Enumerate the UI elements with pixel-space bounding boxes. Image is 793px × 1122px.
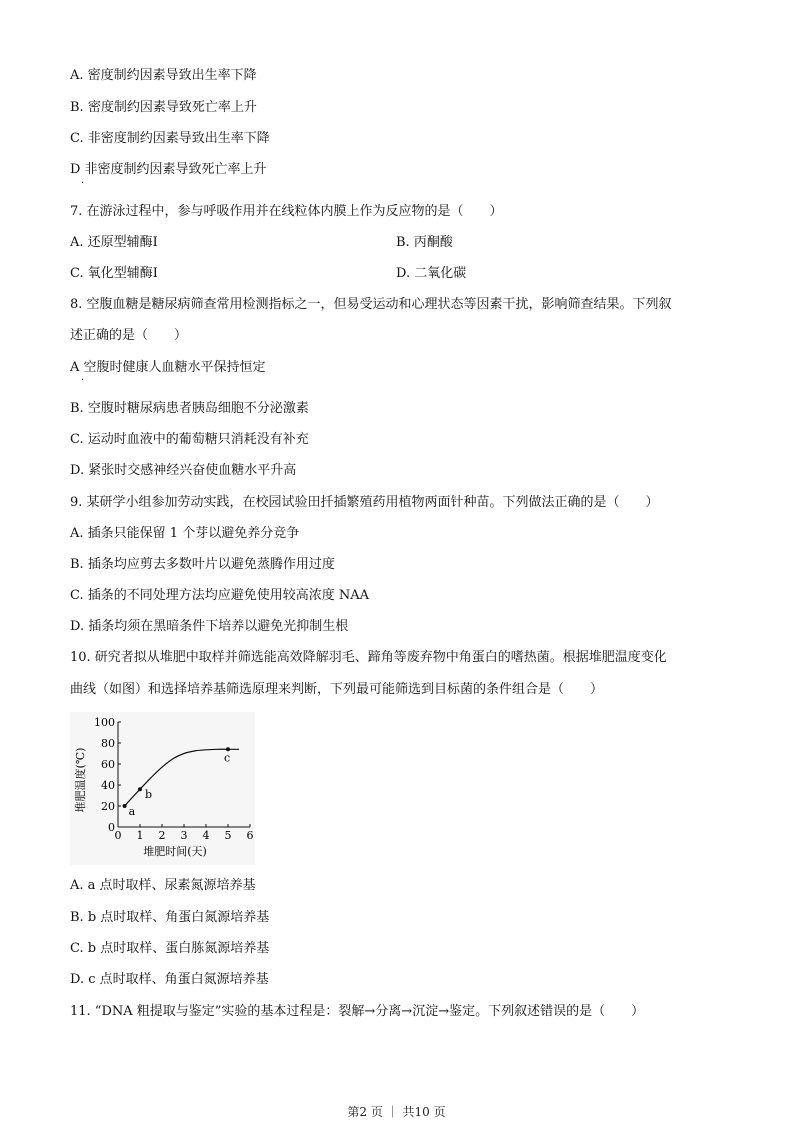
temperature-curve-line	[125, 749, 239, 806]
q6-option-a: A. 密度制约因素导致出生率下降	[70, 68, 257, 83]
x-tick-label: 4	[202, 829, 210, 842]
q6-option-d: D 非密度制约因素导致死亡率上升	[70, 162, 267, 177]
y-tick-label: 40	[101, 779, 115, 792]
q9-stem: 9. 某研学小组参加劳动实践，在校园试验田扦插繁殖药用植物两面针种苗。下列做法正确的是（ ）	[70, 495, 659, 510]
q8-option-b: B. 空腹时糖尿病患者胰岛细胞不分泌激素	[70, 401, 309, 416]
x-tick-label: 6	[246, 829, 254, 842]
q6-option-b: B. 密度制约因素导致死亡率上升	[70, 100, 257, 115]
x-tick-label: 5	[224, 829, 232, 842]
q9-option-c: C. 插条的不同处理方法均应避免使用较高浓度 NAA	[70, 588, 370, 603]
x-tick-label: 1	[136, 829, 144, 842]
q9-option-a: A. 插条只能保留 1 个芽以避免养分竞争	[70, 526, 300, 541]
q7-option-b: B. 丙酮酸	[396, 235, 453, 250]
chart-svg	[70, 712, 255, 865]
q8-stem-line1: 8. 空腹血糖是糖尿病筛查常用检测指标之一，但易受运动和心理状态等因素干扰，影响筛查结果。下列叙	[70, 297, 672, 312]
q7-option-d: D. 二氧化碳	[396, 266, 467, 281]
y-tick-label: 0	[108, 821, 115, 834]
q10-option-c: C. b 点时取样、蛋白胨氮源培养基	[70, 941, 270, 956]
stray-dot-mark: ·	[81, 178, 85, 189]
q9-option-d: D. 插条均须在黑暗条件下培养以避免光抑制生根	[70, 619, 349, 634]
y-tick-label: 80	[101, 737, 115, 750]
point-a-marker	[123, 804, 127, 808]
q10-stem-line1: 10. 研究者拟从堆肥中取样并筛选能高效降解羽毛、蹄角等废弃物中角蛋白的嗜热菌。根据堆肥温度变化	[70, 650, 667, 665]
q8-option-d: D. 紧张时交感神经兴奋使血糖水平升高	[70, 463, 297, 478]
q10-option-d: D. c 点时取样、角蛋白氮源培养基	[70, 972, 269, 987]
q6-option-c: C. 非密度制约因素导致出生率下降	[70, 131, 270, 146]
y-tick-label: 100	[94, 716, 115, 729]
q7-option-a: A. 还原型辅酶Ⅰ	[70, 235, 158, 250]
point-b-marker	[138, 787, 142, 791]
point-c-label: c	[224, 751, 231, 765]
point-b-label: b	[145, 788, 153, 802]
point-a-label: a	[128, 805, 136, 818]
q8-option-c: C. 运动时血液中的葡萄糖只消耗没有补充	[70, 432, 309, 447]
chart-y-axis-label: 堆肥温度(℃)	[74, 747, 87, 813]
q7-option-c: C. 氧化型辅酶Ⅰ	[70, 266, 158, 281]
y-tick-label: 20	[101, 800, 115, 813]
compost-temperature-chart	[70, 712, 255, 865]
q10-option-a: A. a 点时取样、尿素氮源培养基	[70, 878, 256, 893]
x-tick-label: 0	[114, 829, 122, 842]
page-footer: 第2 页 ｜ 共10 页	[347, 1105, 446, 1119]
q8-option-a: A 空腹时健康人血糖水平保持恒定	[70, 360, 266, 375]
q10-stem-line2: 曲线（如图）和选择培养基筛选原理来判断，下列最可能筛选到目标菌的条件组合是（ ）	[70, 682, 604, 697]
x-tick-label: 3	[180, 829, 188, 842]
q8-stem-line2: 述正确的是（ ）	[70, 328, 188, 343]
stray-dot-mark: ·	[81, 375, 85, 386]
q11-stem: 11. “DNA 粗提取与鉴定”实验的基本过程是：裂解→分离→沉淀→鉴定。下列叙述错误的是（ ）	[70, 1004, 645, 1019]
q10-option-b: B. b 点时取样、角蛋白氮源培养基	[70, 910, 270, 925]
x-tick-label: 2	[158, 829, 166, 842]
q9-option-b: B. 插条均应剪去多数叶片以避免蒸腾作用过度	[70, 557, 335, 572]
y-tick-label: 60	[101, 758, 115, 771]
q7-stem: 7. 在游泳过程中，参与呼吸作用并在线粒体内膜上作为反应物的是（ ）	[70, 204, 503, 219]
chart-x-axis-label: 堆肥时间(天)	[143, 845, 207, 858]
